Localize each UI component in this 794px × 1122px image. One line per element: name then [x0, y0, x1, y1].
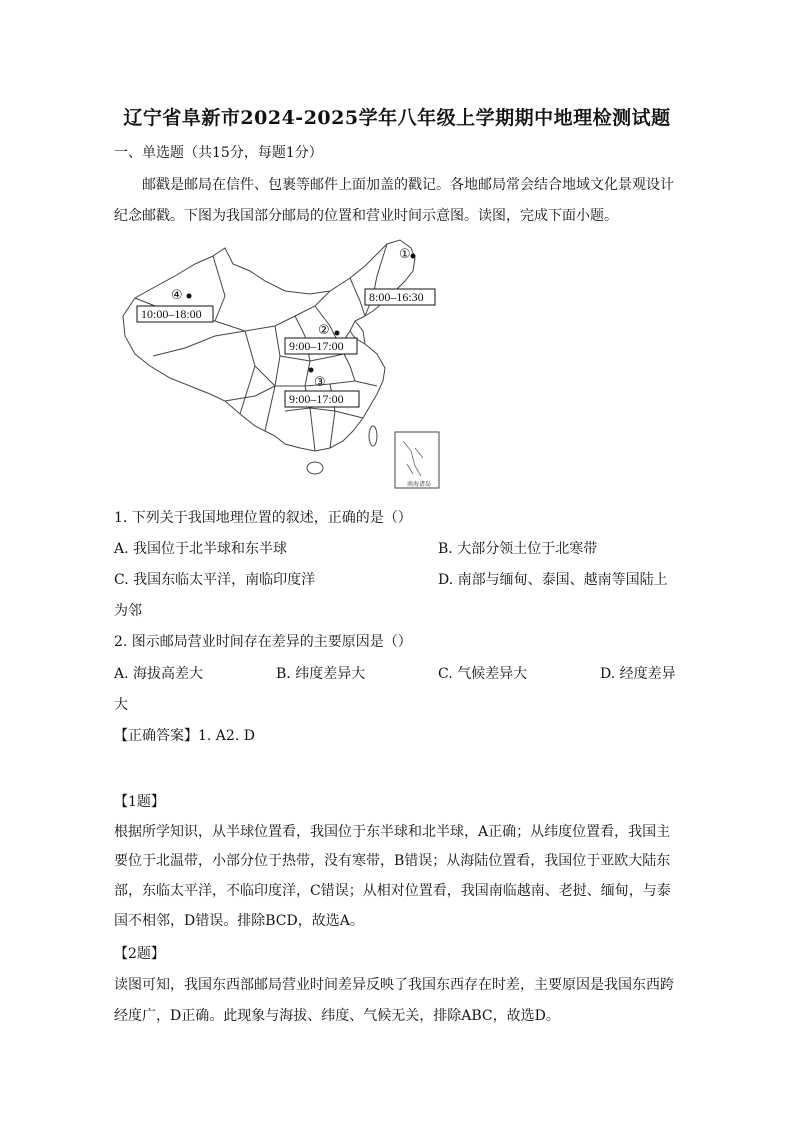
inset-label: 南海诸岛	[407, 481, 432, 488]
q2-option-c: C. 气候差异大	[438, 666, 528, 682]
china-map	[115, 236, 445, 492]
q2-option-a: A. 海拔高差大	[114, 666, 204, 682]
section-heading: 一、单选题（共15分，每题1分）	[114, 145, 323, 161]
time-box-3-text: 9:00–17:00	[289, 392, 344, 406]
post-office-dot-1	[411, 254, 416, 259]
q2-option-d-cont: 大	[114, 697, 128, 713]
q1-option-d-cont: 为邻	[114, 603, 142, 619]
intro-line-1: 邮戳是邮局在信件、包裹等邮件上面加盖的戳记。各地邮局常会结合地域文化景观设计	[142, 177, 674, 193]
marker-1-label: ①	[399, 247, 411, 262]
q2-stem: 2. 图示邮局营业时间存在差异的主要原因是（）	[114, 634, 412, 650]
q1-stem: 1. 下列关于我国地理位置的叙述，正确的是（）	[114, 510, 412, 526]
marker-2-label: ②	[318, 323, 330, 338]
q2-option-d: D. 经度差异	[600, 666, 676, 682]
page-title: 辽宁省阜新市2024-2025学年八年级上学期期中地理检测试题	[123, 107, 671, 129]
marker-4-label: ④	[171, 288, 183, 303]
intro-line-2: 纪念邮戳。下图为我国部分邮局的位置和营业时间示意图。读图，完成下面小题。	[114, 208, 618, 224]
explanation-1-line-1: 根据所学知识，从半球位置看，我国位于东半球和北半球，A正确；从纬度位置看，我国主	[114, 824, 671, 840]
time-box-2-text: 9:00–17:00	[289, 339, 344, 353]
china-map-figure	[115, 236, 445, 492]
q2-option-b: B. 纬度差异大	[276, 666, 366, 682]
q1-option-a: A. 我国位于北半球和东半球	[114, 541, 288, 557]
china-outline	[123, 240, 415, 451]
south-china-sea-inset	[395, 432, 439, 488]
q1-option-c: C. 我国东临太平洋，南临印度洋	[114, 572, 316, 588]
explanation-1-heading: 【1题】	[114, 794, 165, 810]
explanation-1-line-2: 要位于北温带，小部分位于热带，没有寒带，B错误；从海陆位置看，我国位于亚欧大陆东	[114, 853, 671, 869]
explanation-2-line-1: 读图可知，我国东西部邮局营业时间差异反映了我国东西存在时差，主要原因是我国东西跨	[114, 977, 674, 993]
post-office-dot-4	[187, 294, 192, 299]
explanation-1-line-4: 国不相邻，D错误。排除BCD，故选A。	[114, 913, 364, 929]
time-box-4-text: 10:00–18:00	[141, 307, 202, 321]
post-office-dot-2	[335, 331, 340, 336]
explanation-2-line-2: 经度广，D正确。此现象与海拔、纬度、气候无关，排除ABC，故选D。	[114, 1008, 560, 1024]
marker-3-label: ③	[314, 375, 326, 390]
time-box-1-text: 8:00–16:30	[369, 290, 424, 304]
q1-option-d: D. 南部与缅甸、泰国、越南等国陆上	[438, 572, 668, 588]
explanation-2-heading: 【2题】	[114, 946, 165, 962]
answer-line: 【正确答案】1. A2. D	[114, 728, 255, 744]
post-office-dot-3	[309, 368, 314, 373]
q1-option-b: B. 大部分领土位于北寒带	[438, 541, 598, 557]
explanation-1-line-3: 部，东临太平洋，不临印度洋，C错误；从相对位置看，我国南临越南、老挝、缅甸，与泰	[114, 883, 671, 899]
